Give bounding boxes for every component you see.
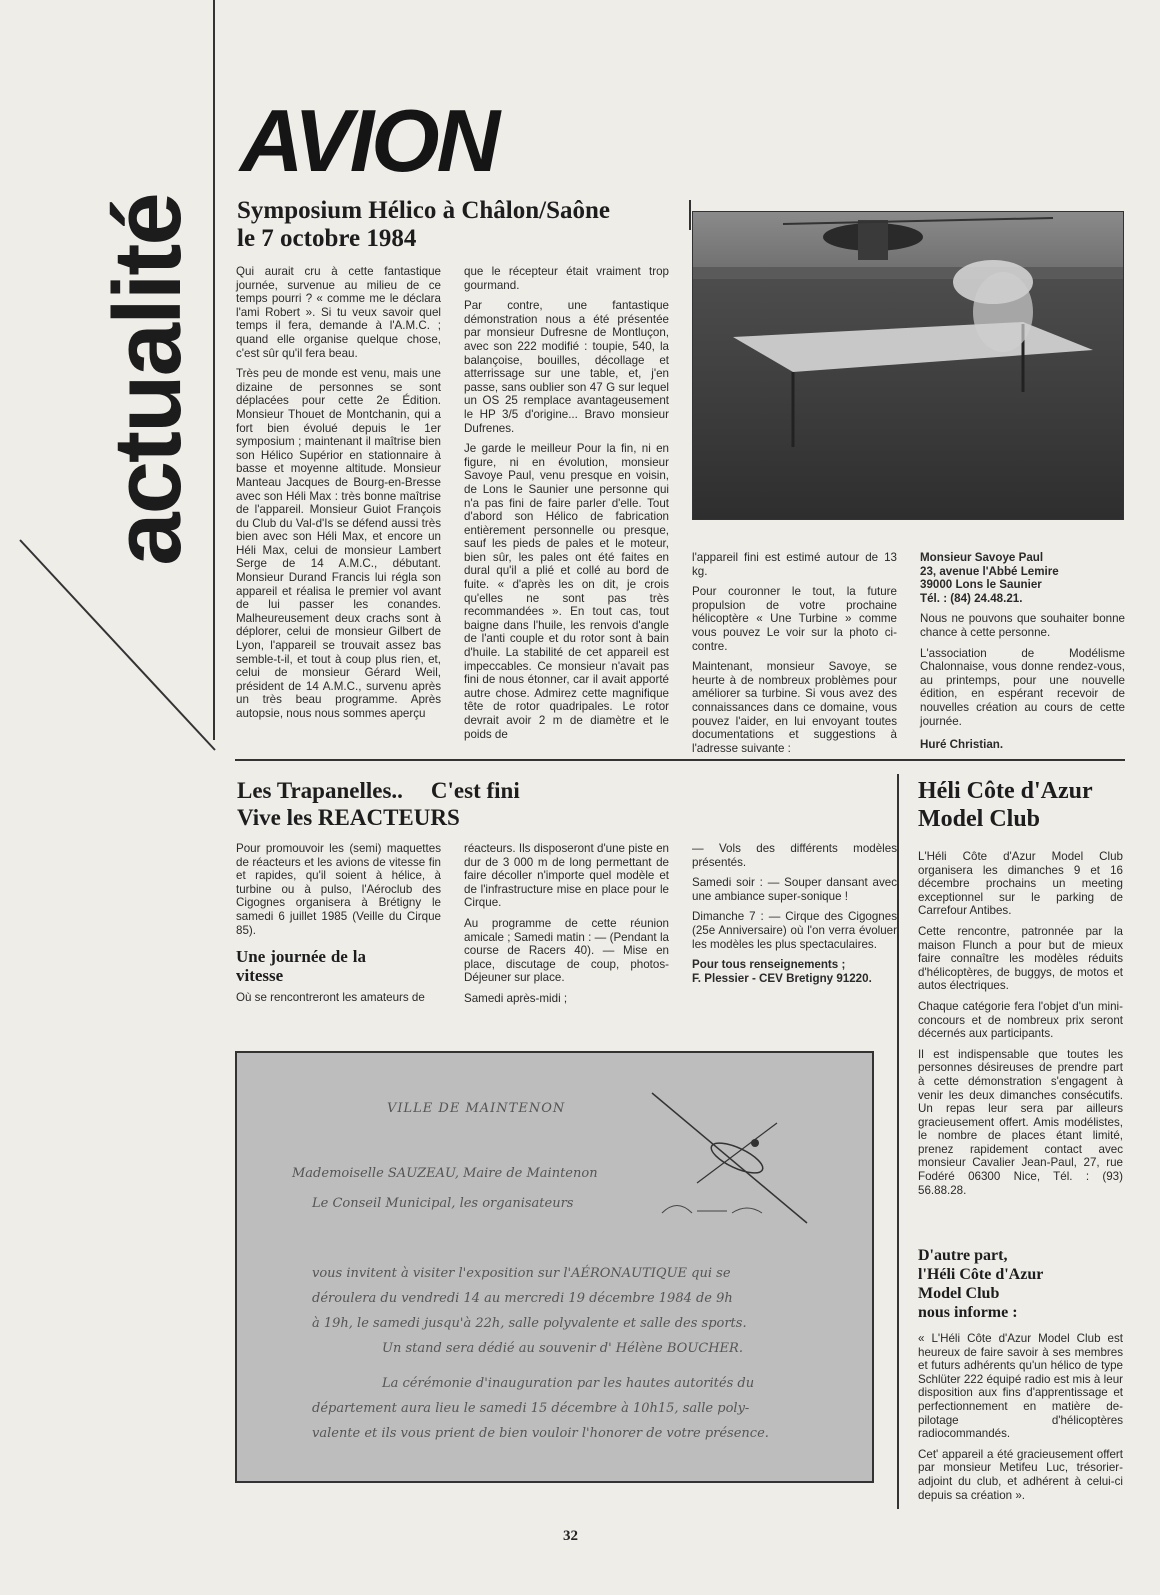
article1-title [237,197,687,253]
paragraph: Dimanche 7 : — Cirque des Cigognes (25e Anniversaire) où l'on verra évoluer les modèles les plus spectaculaires. [692,910,897,951]
article1-title-line1: Symposium Hélico à Châlon/Saône [237,197,610,224]
paragraph: Pour promouvoir les (semi) maquettes de réacteurs et les avions de vitesse fin et rapides, qu'il soient à hélice, à turbine ou à pulso, l'Aéroclub des Cigognes organisera à Brétigny le samedi 6 juillet 1985 (Veille du Cirque 85). [236,842,441,937]
section-title: AVION [240,91,498,190]
subtitle-line: nous informe : [918,1304,1018,1321]
invitation-body-line: à 19h, le samedi jusqu'à 22h, salle polyvalente et salle des sports. [312,1316,747,1331]
paragraph: Nous ne pouvons que souhaiter bonne chance à cette personne. [920,612,1125,639]
signature: Huré Christian. [920,738,1004,752]
article2-title-part1: Les Trapanelles.. [237,778,403,803]
paragraph: Où se rencontreront les amateurs de [236,991,425,1005]
paragraph: Pour couronner le tout, la future propulsion de votre prochaine hélicoptère « Une Turbine » comme vous pouvez Le voir sur la photo ci-contre. [692,585,897,653]
article1-title-line2: le 7 octobre 1984 [237,225,417,252]
paragraph: l'appareil fini est estimé autour de 13 kg. [692,551,897,578]
article1-column-3 [692,551,897,762]
invitation-body-line: vous invitent à visiter l'exposition sur l'AÉRONAUTIQUE qui se [312,1266,731,1281]
paragraph: Samedi soir : — Souper dansant avec une ambiance super-sonique ! [692,876,897,903]
paragraph: Au programme de cette réunion amicale ; Samedi matin : — (Pendant la course de Racers 40). — Mise en place, discutage de coup, photos-Déjeuner sur place. [464,916,669,985]
article2-title-line2: Vive les REACTEURS [237,805,460,830]
article3-subtitle [918,1246,1123,1322]
invitation-body-line: département aura lieu le samedi 15 décembre à 10h15, salle poly- [312,1401,750,1416]
address-line: Tél. : (84) 24.48.21. [920,591,1023,605]
invitation-line: Mademoiselle SAUZEAU, Maire de Maintenon [292,1166,598,1181]
subtitle-line: l'Héli Côte d'Azur [918,1266,1044,1283]
paragraph: Cet' appareil a été gracieusement offert par monsieur Metifeu Luc, trésorier-adjoint du club, et adhérent à celui-ci depuis sa création ». [918,1447,1123,1502]
address-line: 23, avenue l'Abbé Lemire [920,564,1059,578]
invitation-body-line: La cérémonie d'inauguration par les hautes autorités du [382,1376,755,1391]
section-divider [235,759,1125,761]
contact-address [920,551,1125,605]
info-line: F. Plessier - CEV Bretigny 91220. [692,971,872,985]
subtitle-line: Model Club [918,1285,1000,1302]
paragraph: Il est indispensable que toutes les personnes désireuses de prendre part à cette démonstration s'engagent à venir les deux dimanches consécutifs. Un repas leur sera par ailleurs gracieusement offert. Amis modélistes, le nombre de places étant limité, prenez rapidement contact avec monsieur Cavalier Jean-Paul, 27, rue Fodéré 06300 Nice, Tél. : (93) 56.88.28. [918,1047,1123,1197]
article2-title [237,777,877,831]
paragraph: Cette rencontre, patronnée par la maison Flunch a pour but de mieux faire connaître les modèles réduits d'hélicoptères, de buggys, de motos et autos électriques. [918,924,1123,993]
article3-title-line2: Model Club [918,806,1041,832]
paragraph: L'Héli Côte d'Azur Model Club organisera les dimanches 9 et 16 décembre prochains un meeting exceptionnel sur le parking de Carrefour Antibes. [918,850,1123,918]
paragraph: Je garde le meilleur Pour la fin, ni en figure, ni en évolution, monsieur Savoye Paul, venu presque en voisin, de Lons le Saunier une personne qui n'a pas fini de faire parler d'elle. Tout d'abord son Hélico de fabrication entièrement personnelle ou presque, sauf les pieds de pales et le moteur, bien sûr, les pales ont été faites en dural qu'il a plié et collé au bord de fuite. « d'après les on dit, je crois qu'elles ne sont pas très recommandées ». En tout cas, tout baigne dans l'huile, les renvois d'angle de l'anti couple et du rotor sont à bain d'huile. La stabilité de cet appareil est impeccables. Ce monsieur n'avait pas fini de nous étonner, car il avait apporté autre chose. Admirez cette magnifique tête de rotor quadripales. Le rotor devrait avoir 2 m de diamètre et le poids de [464,442,669,741]
article2-column-2 [464,842,669,1013]
paragraph: Maintenant, monsieur Savoye, se heurte à de nombreux problèmes pour améliorer sa turbine. Si vous avez des connaissances dans ce domaine, vous pouvez l'aider, en lui envoyant toutes documentations et suggestions à l'adresse suivante : [692,660,897,755]
address-line: 39000 Lons le Saunier [920,578,1042,592]
contact-info [692,958,897,985]
paragraph: — Vols des différents modèles présentés. [692,842,897,869]
page-number: 32 [563,1528,578,1544]
paragraph: Samedi après-midi ; [464,991,568,1005]
paragraph: « L'Héli Côte d'Azur Model Club est heureux de faire savoir à ses membres et futurs adhérents qu'un hélico de type Schlüter 222 équipé radio est mis à leur disposition aux fins d'apprentissage et perfectionnement en matière de-pilotage d'hélicoptères radiocommandés. [918,1332,1123,1441]
article1-column-1 [236,265,441,728]
article2-column-3 [692,842,897,985]
paragraph: réacteurs. Ils disposeront d'une piste en dur de 3 000 m de long permettant de faire décoller n'importe quel modèle et de l'infrastructure mise en place pour le Cirque. [464,842,669,910]
article1-column-4 [920,551,1125,759]
article1-column-2 [464,265,669,748]
paragraph: Qui aurait cru à cette fantastique journée, survenue au milieu de ce temps pourri ? « comme me le déclara l'ami Robert ». Si tu veux savoir quel temps il fera, demande à l'A.M.C. ; quand elle organise quelque chose, c'est sûr qu'il fera beau. [236,265,441,360]
column-divider [897,774,899,1509]
article3-title-line1: Héli Côte d'Azur [918,778,1093,804]
sidebar-diagonal [10,530,220,760]
article2-column-1 [236,842,441,1012]
info-line: Pour tous renseignements ; [692,958,846,972]
helicopter-photo [692,211,1124,520]
invitation-body-line: valente et ils vous prient de bien vouloir l'honorer de votre présence. [312,1426,769,1441]
article2-title-part2: C'est fini [430,778,520,803]
article2-subhead: Une journée de la vitesse [236,947,366,986]
article3-title [918,777,1138,833]
paragraph: Très peu de monde est venu, mais une dizaine de personnes se sont déplacées pour cette 2e Édition. Monsieur Thouet de Montchanin, qui a fort bien évolué depuis le 1er symposium ; maintenant il maîtrise bien son Hélico Supérior en stationnaire à basse et moyenne altitude. Monsieur Manteau Jacques de Bourg-en-Bresse avec son Héli Max : très bonne maîtrise de l'appareil. Monsieur Guiot François du Club du Val-d'Is se défend aussi très bien avec son Héli Max, et encore un Héli Max, celui de monsieur Lambert Serge de 14 A.M.C., débutant. Monsieur Durand Francis lui régla son appareil et réalisa le premier vol avant de lui passer les conandes. Malheureusement deux crachs sont à déplorer, celui de monsieur Gilbert de Lyon, l'appareil se trouvait assez bas semble-t-il, et tout à coup plus rien, et, celui de monsieur Gérard Weil, président de 14 A.M.C., survenu après un très beau programme. Après autopsie, nous nous sommes aperçu [236,367,441,720]
subtitle-line: D'autre part, [918,1247,1008,1264]
article3-sub-body [918,1332,1123,1509]
invitation-body-line: Un stand sera dédié au souvenir d' Hélène BOUCHER. [382,1341,743,1356]
title-rule [689,200,691,230]
article3-body [918,850,1123,1204]
invitation-line: Le Conseil Municipal, les organisateurs [312,1196,574,1211]
paragraph: Par contre, une fantastique démonstration nous a été présentée par monsieur Dufresne de Montluçon, avec son 222 modifié : toupie, 540, la balançoise, bouilles, décollage et atterrissage sur une table, et, j'en passe, sans oublier son 47 G sur lequel un OS 25 remplace avantageusement le HP 3/5 d'origine... Bravo monsieur Dufrenes. [464,299,669,435]
section-side-label: actualité [94,194,201,566]
paragraph: Chaque catégorie fera l'objet d'un mini-concours et de nombreux prix seront décernés aux participants. [918,999,1123,1041]
airplane-sketch-icon [637,1083,837,1233]
invitation-body-line: déroulera du vendredi 14 au mercredi 19 décembre 1984 de 9h [312,1291,733,1306]
address-line: Monsieur Savoye Paul [920,551,1044,564]
invitation-town: VILLE DE MAINTENON [387,1101,566,1116]
paragraph: que le récepteur était vraiment trop gourmand. [464,265,669,292]
invitation-card [235,1051,874,1483]
paragraph: L'association de Modélisme Chalonnaise, vous donne rendez-vous, au printemps, pour une nouvelle édition, en espérant recevoir de nouvelles création au cours de cette journée. [920,646,1125,728]
